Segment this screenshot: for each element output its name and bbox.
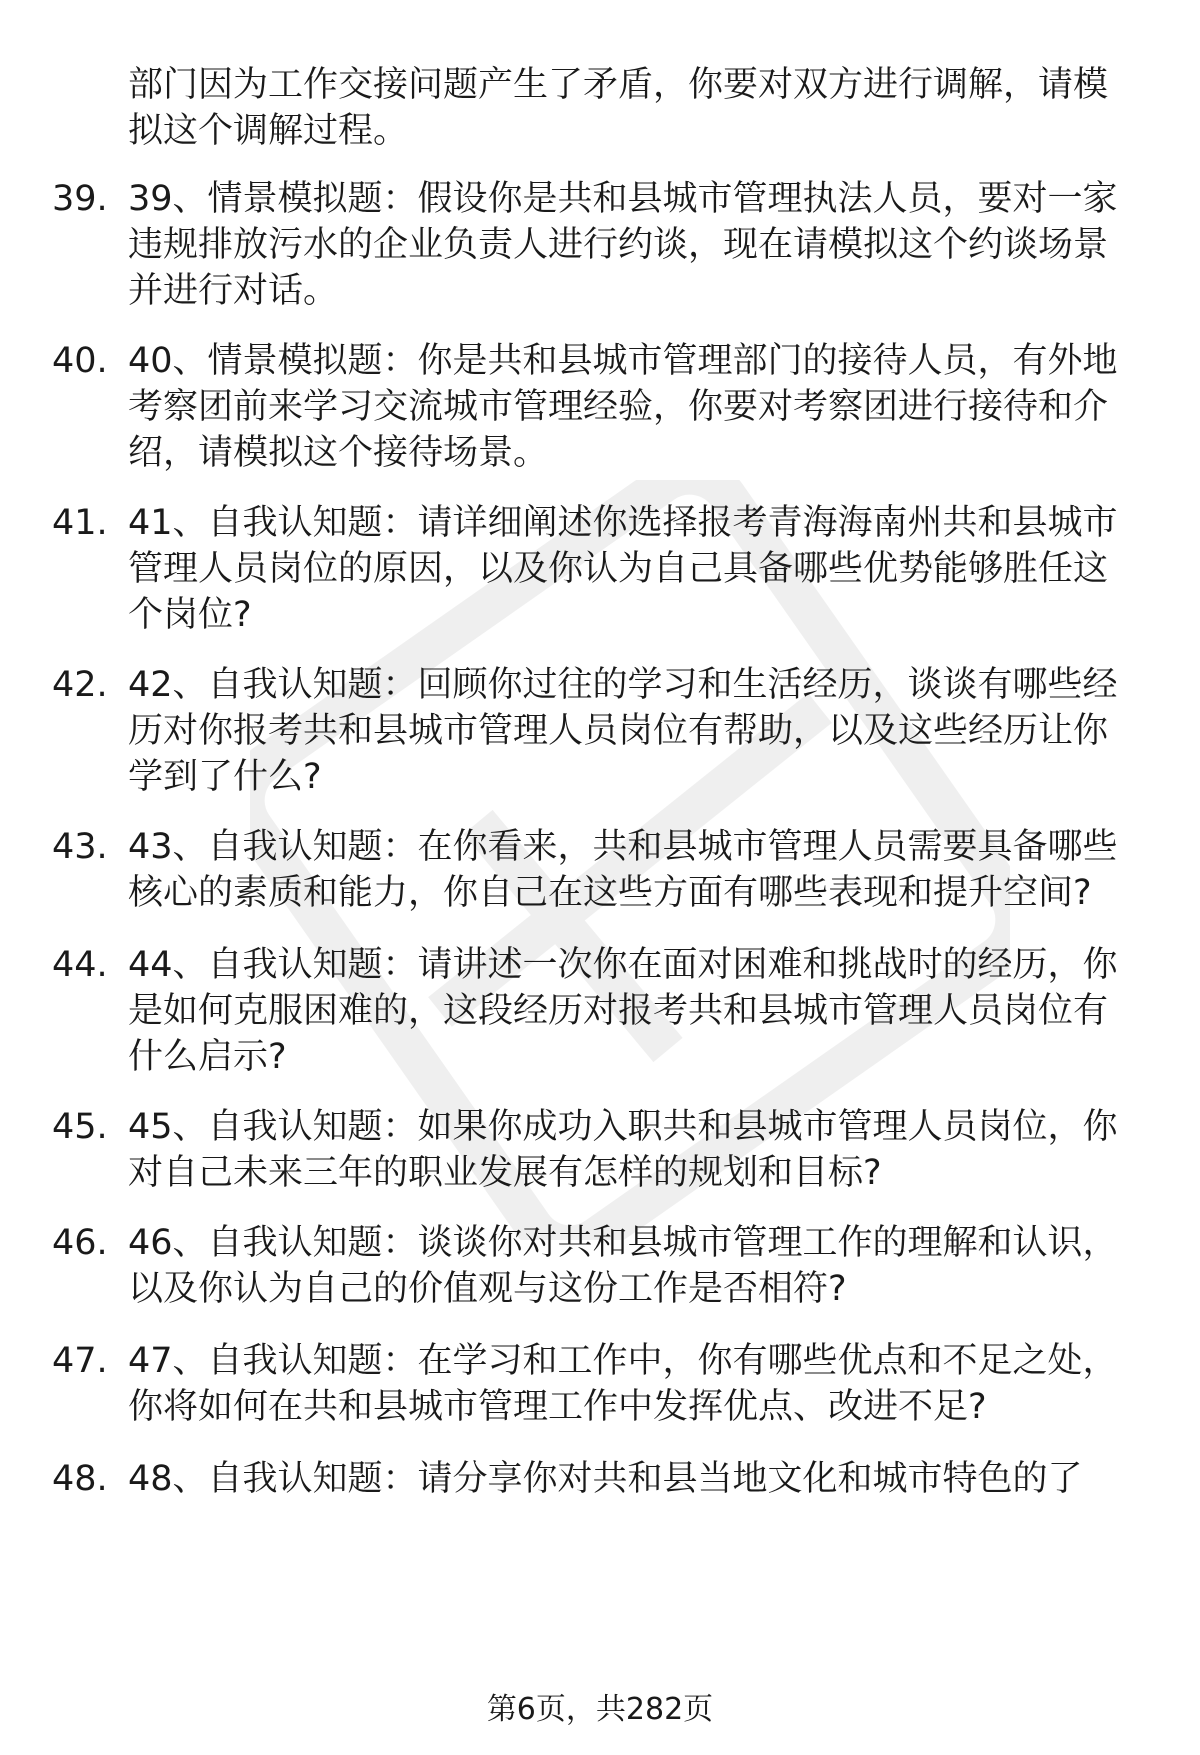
item-number: 47. [52, 1341, 108, 1381]
item-text: 42、自我认知题：回顾你过往的学习和生活经历，谈谈有哪些经历对你报考共和县城市管理人员岗位有帮助，以及这些经历让你学到了什么? [128, 665, 1118, 797]
item-text: 39、情景模拟题：假设你是共和县城市管理执法人员，要对一家违规排放污水的企业负责人进行约谈，现在请模拟这个约谈场景并进行对话。 [128, 179, 1118, 311]
item-number: 39. [52, 179, 108, 219]
item-number: 40. [52, 341, 108, 381]
item-number: 41. [52, 503, 108, 543]
lead-paragraph: 部门因为工作交接问题产生了矛盾，你要对双方进行调解，请模拟这个调解过程。 [128, 65, 1109, 151]
item-number: 45. [52, 1107, 108, 1147]
item-text: 41、自我认知题：请详细阐述你选择报考青海海南州共和县城市管理人员岗位的原因，以及你认为自己具备哪些优势能够胜任这个岗位? [128, 503, 1118, 635]
item-number: 48. [52, 1459, 108, 1499]
item-text: 46、自我认知题：谈谈你对共和县城市管理工作的理解和认识，以及你认为自己的价值观与这份工作是否相符? [128, 1223, 1118, 1309]
item-number: 43. [52, 827, 108, 867]
item-number: 46. [52, 1223, 108, 1263]
item-text: 43、自我认知题：在你看来，共和县城市管理人员需要具备哪些核心的素质和能力，你自己在这些方面有哪些表现和提升空间? [128, 827, 1118, 913]
item-number: 44. [52, 945, 108, 985]
item-text: 44、自我认知题：请讲述一次你在面对困难和挑战时的经历，你是如何克服困难的，这段经历对报考共和县城市管理人员岗位有什么启示? [128, 945, 1118, 1077]
item-text: 40、情景模拟题：你是共和县城市管理部门的接待人员，有外地考察团前来学习交流城市管理经验，你要对考察团进行接待和介绍，请模拟这个接待场景。 [128, 341, 1118, 473]
item-text: 48、自我认知题：请分享你对共和县当地文化和城市特色的了 [128, 1459, 1083, 1499]
item-text: 45、自我认知题：如果你成功入职共和县城市管理人员岗位，你对自己未来三年的职业发展有怎样的规划和目标? [128, 1107, 1118, 1193]
item-text: 47、自我认知题：在学习和工作中，你有哪些优点和不足之处，你将如何在共和县城市管理工作中发挥优点、改进不足? [128, 1341, 1118, 1427]
item-number: 42. [52, 665, 108, 705]
page-number-footer: 第6页，共282页 [486, 1692, 714, 1727]
